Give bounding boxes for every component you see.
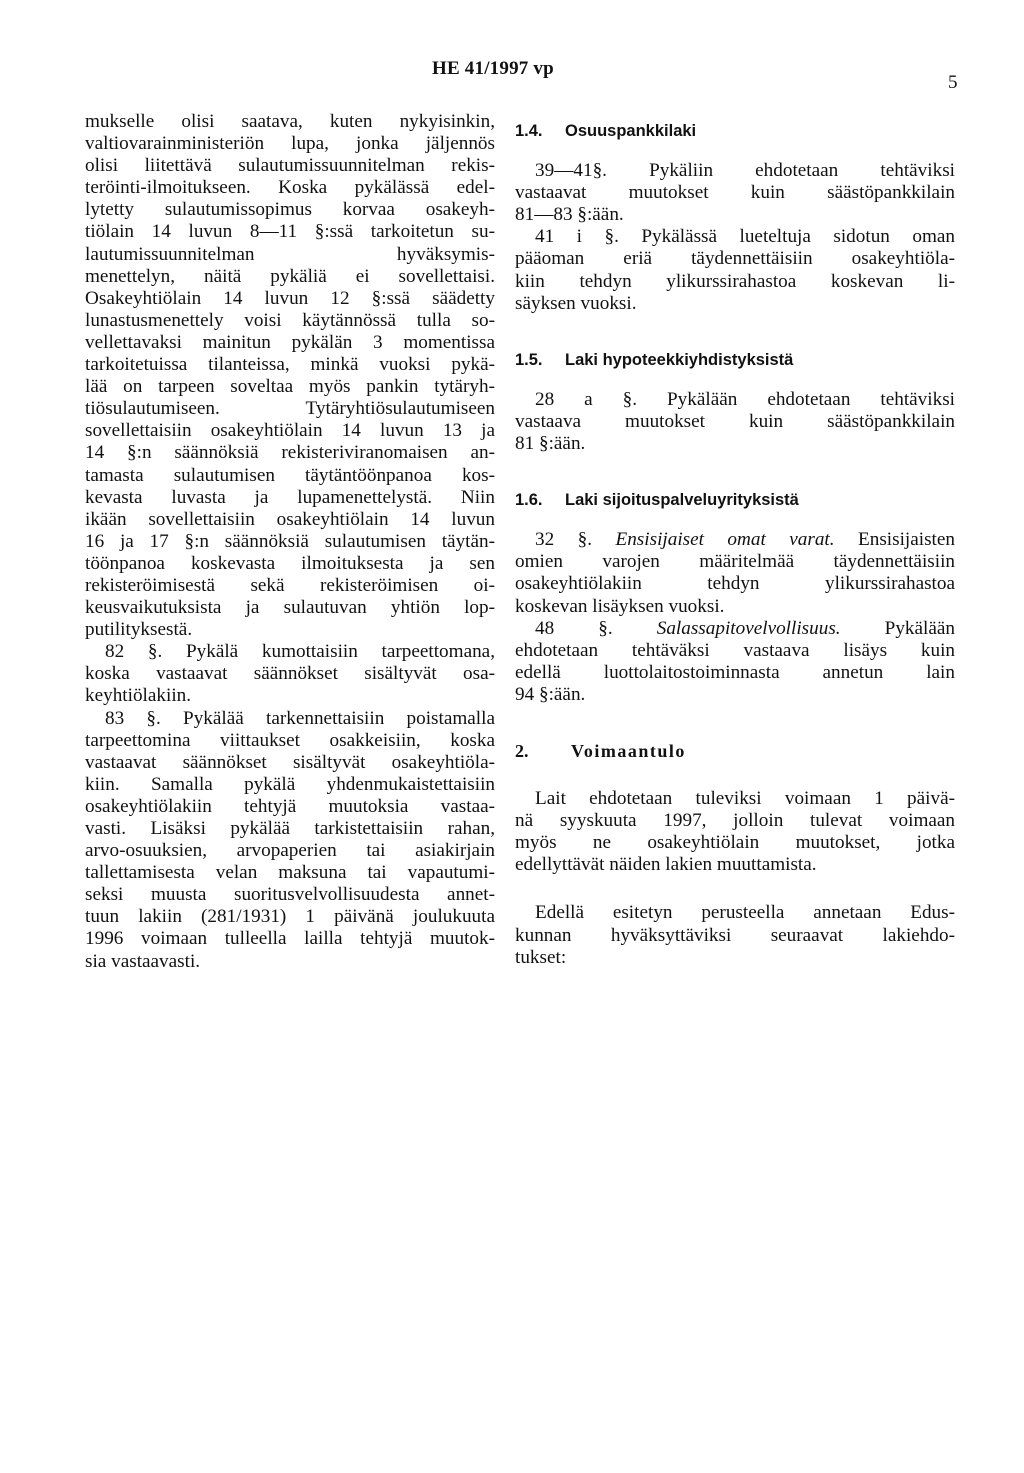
text-line: 94 §:ään. — [515, 683, 586, 705]
text-line: tiösulautumiseen. Tytäryhtiösulautumiseen — [85, 398, 495, 420]
section-number: 1.4. — [515, 122, 543, 140]
italic-term: Ensisijaiset omat varat. — [615, 529, 835, 551]
page-header — [0, 58, 1024, 98]
text-line: keusvaikutuksista ja sulautuvan yhtiön lop- — [85, 597, 495, 619]
left-column — [85, 111, 495, 973]
text-line: vasti. Lisäksi pykälää tarkistettaisiin rahan, — [85, 818, 495, 839]
text-line: keyhtiölakiin. — [85, 685, 192, 707]
text-line: sovellettaisiin osakeyhtiölain 14 luvun 13 ja — [85, 420, 495, 442]
text-line: kunnan hyväksyttäviksi seuraavat lakiehdo- — [515, 924, 955, 946]
text-fragment: Ensisijaisten — [834, 529, 955, 551]
page-number: 5 — [948, 72, 958, 93]
text-line: tarpeettomina viittaukset osakkeisiin, koska — [85, 729, 495, 751]
right-column — [515, 120, 955, 969]
text-line — [515, 618, 955, 640]
text-line: lää on tarpeen soveltaa myös pankin tytäryh- — [85, 376, 495, 398]
text-line: valtiovarainministeriön lupa, jonka jäljennös — [85, 133, 495, 155]
section-heading — [515, 489, 955, 511]
section-number: 2. — [515, 740, 529, 761]
section-title: Laki sijoituspalveluyrityksistä — [565, 491, 799, 510]
text-line: Lait ehdotetaan tuleviksi voimaan 1 päivä- — [535, 788, 955, 810]
text-line: vastaava muutokset kuin säästöpankkilain — [515, 410, 955, 432]
text-line: seksi muusta suoritusvelvollisuudesta annet- — [85, 884, 495, 906]
text-line: koska vastaavat säännökset sisältyvät osa- — [85, 663, 495, 685]
text-line: vastaavat muutokset kuin säästöpankkilain — [515, 182, 955, 204]
text-line: omien varojen määritelmää täydennettäisiin — [515, 551, 955, 573]
text-line: lytetty sulautumissopimus korvaa osakeyh- — [85, 199, 495, 221]
section-heading — [515, 349, 955, 371]
section-reference: 32 §. — [535, 529, 616, 551]
italic-term: Salassapitovelvollisuus. — [656, 617, 841, 639]
text-line — [515, 529, 955, 551]
text-line: 82 §. Pykälä kumottaisiin tarpeettomana, — [105, 641, 495, 663]
section-reference: 48 §. — [535, 617, 657, 639]
text-line: mukselle olisi saatava, kuten nykyisinkin, — [85, 111, 495, 132]
text-line: 28 a §. Pykälään ehdotetaan tehtäviksi — [535, 388, 955, 410]
text-line: rekisteröimisestä sekä rekisteröimisen oi- — [85, 574, 495, 596]
text-line: myös ne osakeyhtiölain muutokset, jotka — [515, 832, 955, 854]
text-line: edellyttävät näiden lakien muuttamista. — [515, 854, 817, 876]
text-line: teröinti-ilmoitukseen. Koska pykälässä edel- — [85, 177, 495, 199]
text-line: kiin tehdyn ylikurssirahastoa koskevan li- — [515, 270, 955, 292]
text-line: ikään sovellettaisiin osakeyhtiölain 14 luvun — [85, 508, 495, 530]
text-line: 16 ja 17 §:n säännöksiä sulautumisen täytän- — [85, 530, 495, 552]
text-line: ehdotetaan tehtäväksi vastaava lisäys kuin — [515, 639, 955, 661]
text-line: töönpanoa koskevasta ilmoituksesta ja sen — [85, 552, 495, 574]
text-line: 39—41§. Pykäliin ehdotetaan tehtäviksi — [535, 160, 955, 182]
text-line: tiölain 14 luvun 8—11 §:ssä tarkoitetun su- — [85, 221, 495, 243]
text-line: edellä luottolaitostoiminnasta annetun lain — [515, 661, 955, 683]
text-fragment: Pykälään — [840, 617, 955, 639]
text-line: lautumissuunnitelman hyväksymis- — [85, 243, 495, 265]
text-line: 83 §. Pykälää tarkennettaisiin poistamalla — [105, 707, 495, 729]
text-line: vellettavaksi mainitun pykälän 3 momentissa — [85, 331, 495, 353]
text-line: tamasta sulautumisen täytäntöönpanoa kos- — [85, 464, 495, 486]
text-line: tukset: — [515, 946, 567, 968]
section-heading — [515, 120, 955, 142]
text-line: olisi liitettävä sulautumissuunnitelman rekis- — [85, 155, 495, 177]
text-line: nä syyskuuta 1997, jolloin tulevat voimaan — [515, 810, 955, 832]
section-title: Laki hypoteekkiyhdistyksistä — [565, 350, 794, 369]
text-line: sia vastaavasti. — [85, 950, 201, 972]
text-line: lunastusmenettely voisi käytännössä tulla so- — [85, 309, 495, 331]
text-line: vastaavat säännökset sisältyvät osakeyhtiöla- — [85, 751, 495, 773]
text-line: 81 §:ään. — [515, 433, 586, 455]
text-line: 14 §:n säännöksiä rekisteriviranomaisen an- — [85, 442, 495, 464]
text-line: putilityksestä. — [85, 619, 193, 641]
text-line: säyksen vuoksi. — [515, 292, 637, 314]
text-line: koskevan lisäyksen vuoksi. — [515, 595, 725, 617]
section-number: 1.6. — [515, 491, 543, 510]
text-line: 1996 voimaan tulleella lailla tehtyjä muutok- — [85, 928, 495, 950]
text-line: 81—83 §:ään. — [515, 204, 624, 226]
section-heading — [515, 740, 955, 762]
text-line: arvo-osuuksien, arvopaperien tai asiakirjain — [85, 840, 495, 862]
section-title: Osuuspankkilaki — [565, 122, 697, 140]
text-line: pääoman eriä täydennettäisiin osakeyhtiöla- — [515, 248, 955, 270]
text-line: tuun lakiin (281/1931) 1 päivänä joulukuuta — [85, 906, 495, 928]
text-line: osakeyhtiölakiin tehdyn ylikurssirahastoa — [515, 573, 955, 595]
section-number: 1.5. — [515, 350, 543, 369]
document-title: HE 41/1997 vp — [432, 58, 554, 79]
section-title: Voimaantulo — [571, 740, 686, 761]
text-line: tallettamisesta velan maksuna tai vapautumi- — [85, 862, 495, 884]
text-line: Osakeyhtiölain 14 luvun 12 §:ssä säädetty — [85, 287, 495, 309]
text-line: menettelyn, näitä pykäliä ei sovellettaisi. — [85, 265, 495, 287]
text-line: osakeyhtiölakiin tehtyjä muutoksia vastaa- — [85, 795, 495, 817]
text-line: kevasta luvasta ja lupamenettelystä. Niin — [85, 486, 495, 508]
text-line: 41 i §. Pykälässä lueteltuja sidotun oman — [535, 226, 955, 248]
text-line: Edellä esitetyn perusteella annetaan Edus- — [535, 902, 955, 924]
text-line: kiin. Samalla pykälä yhdenmukaistettaisiin — [85, 773, 495, 795]
text-line: tarkoitetuissa tilanteissa, minkä vuoksi pykä- — [85, 354, 495, 376]
